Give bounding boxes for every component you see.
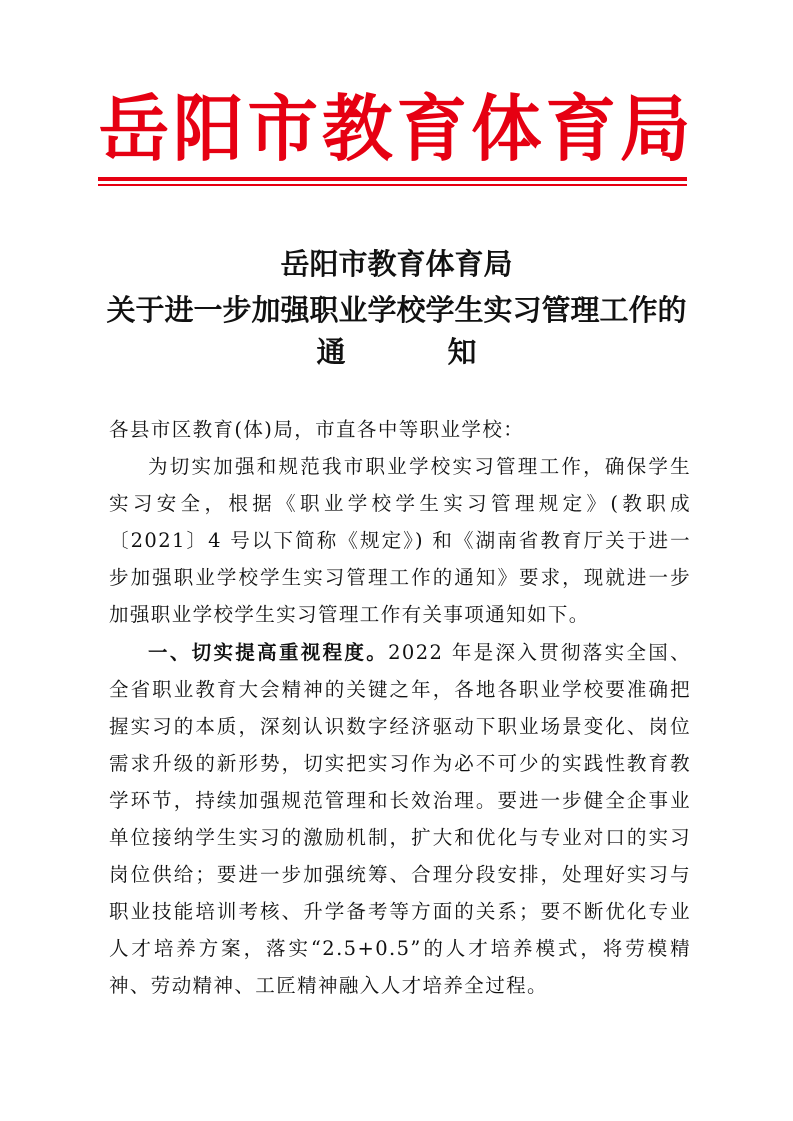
document-title-line-3 — [0, 330, 793, 374]
section-1-text: 2022 年是深入贯彻落实全国、全省职业教育大会精神的关键之年，各地各职业学校要准确把握实习的本质，深刻认识数字经济驱动下职业场景变化、岗位需求升级的新形势，切实把实习作为必不可少的实践性教育教学环节，持续加强规范管理和长效治理。要进一步健全企事业单位接纳学生实习的激励机制，扩大和优化与专业对口的实习岗位供给；要进一步加强统筹、合理分段安排，处理好实习与职业技能培训考核、升学备考等方面的关系；要不断优化专业人才培养方案，落实“2.5+0.5”的人才培养模式，将劳模精神、劳动精神、工匠精神融入人才培养全过程。 — [109, 641, 691, 997]
document-title-line-1: 岳阳市教育体育局 — [280, 247, 513, 281]
section-1-heading: 一、切实提高重视程度。 — [148, 641, 389, 664]
document-title-word-1: 通 — [316, 335, 346, 369]
header-red-rule-thick — [98, 177, 687, 181]
paragraph-intro: 为切实加强和规范我市职业学校实习管理工作，确保学生实习安全，根据《职业学校学生实习管理规定》(教职成〔2021〕4 号以下简称《规定》) 和《湖南省教育厅关于进一步加强职业学校学生实习管理工作的通知》要求，现就进一步加强职业学校学生实习管理工作有关事项通知如下。 — [109, 455, 691, 626]
salutation: 各县市区教育(体)局，市直各中等职业学校： — [109, 418, 525, 441]
header-red-rule-thin — [98, 184, 687, 186]
document-title-line-2: 关于进一步加强职业学校学生实习管理工作的 — [106, 293, 687, 327]
document-title-word-2: 知 — [447, 335, 477, 369]
paragraph-section-1 — [109, 634, 691, 1004]
issuing-organization-header: 岳阳市教育体育局 — [98, 86, 695, 171]
